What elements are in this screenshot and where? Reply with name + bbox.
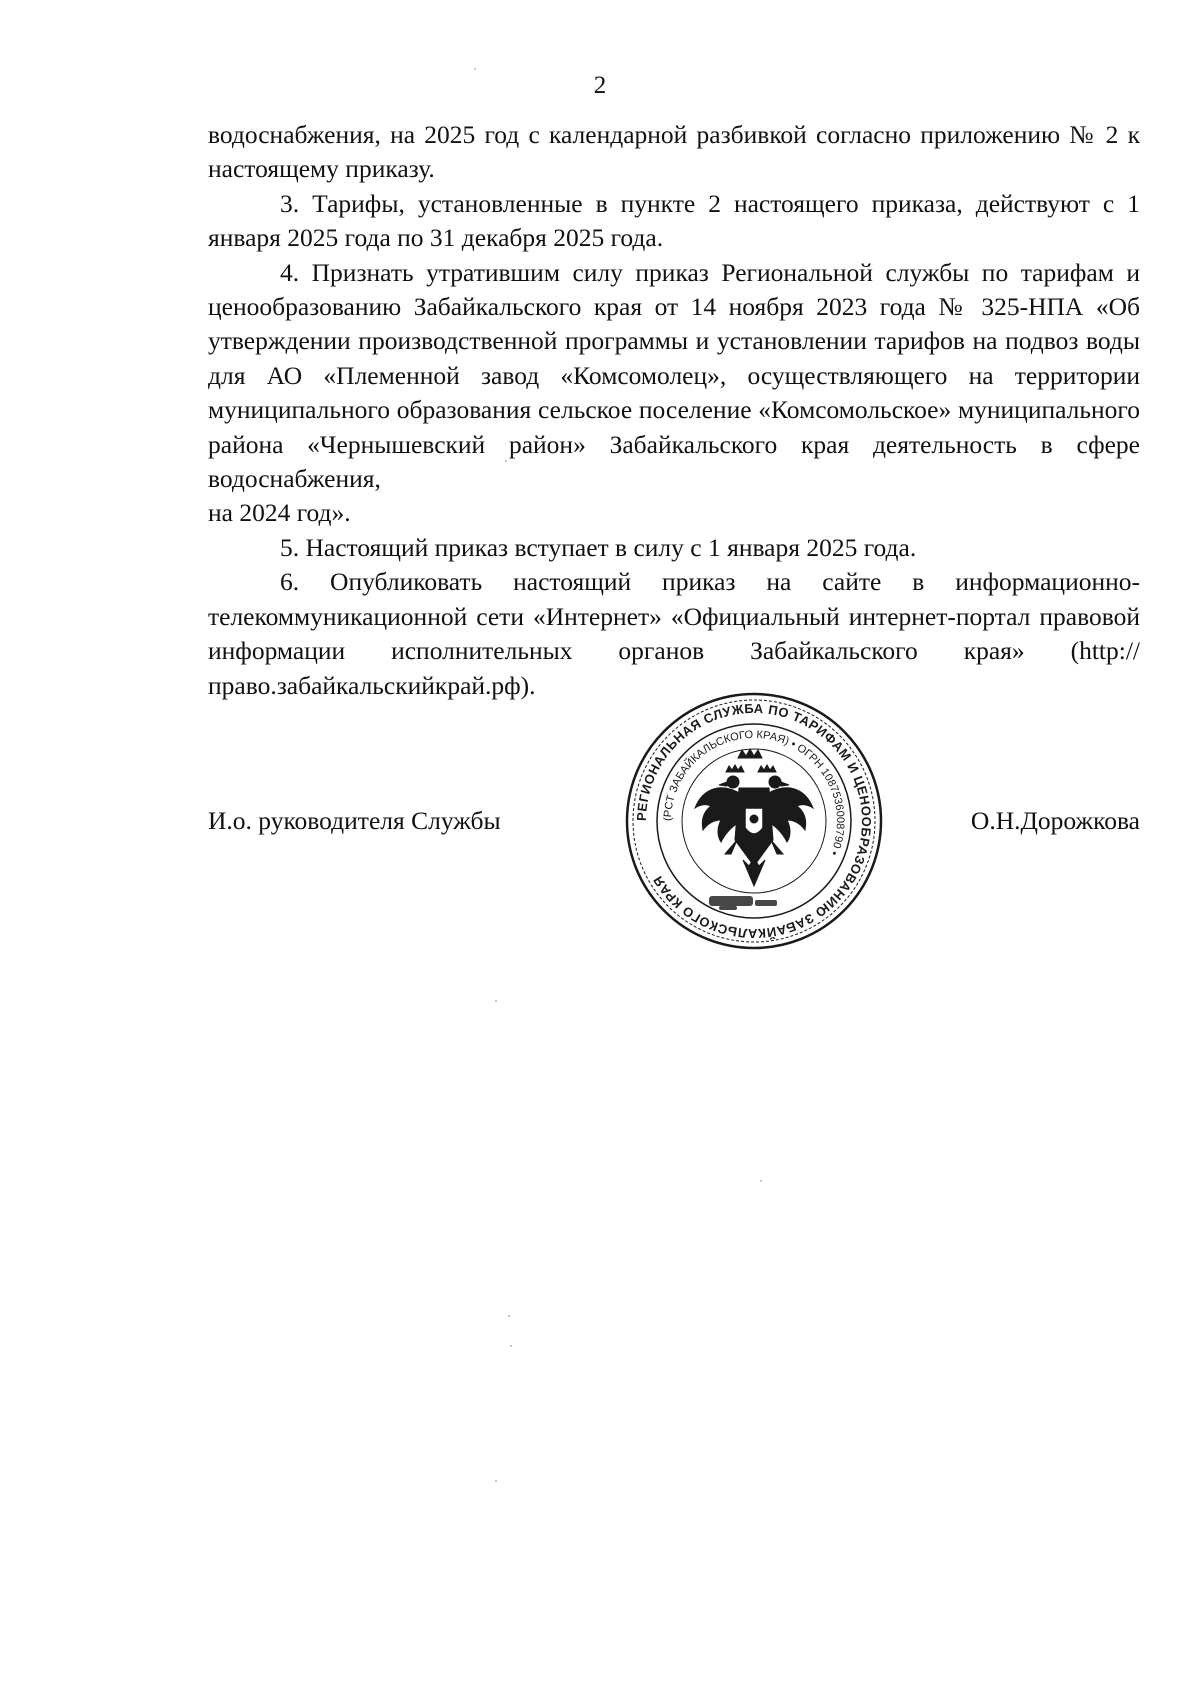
signatory-name: О.Н.Дорожкова — [970, 806, 1140, 835]
signatory-title: И.о. руководителя Службы — [208, 806, 501, 835]
seal-outer-text: РЕГИОНАЛЬНАЯ СЛУЖБА ПО ТАРИФАМ И ЦЕНООБРАЗОВАНИЮ ЗАБАЙКАЛЬСКОГО КРАЯ — [633, 700, 875, 942]
scan-speck — [505, 460, 507, 462]
scan-speck — [760, 1180, 762, 1182]
scan-speck — [508, 1315, 510, 1317]
page-number: 2 — [593, 72, 607, 99]
scan-speck — [495, 1480, 497, 1482]
double-headed-eagle-icon — [695, 749, 813, 886]
seal-inner-text: (РСТ ЗАБАЙКАЛЬСКОГО КРАЯ) • ОГРН 1087536008790 • — [661, 728, 847, 858]
paragraph-item-4-tail: на 2024 год». — [208, 498, 351, 528]
paragraph-item-6: 6. Опубликовать настоящий приказ на сайте в информационно-телекоммуникационной сети «Интернет» «Официальный интернет-портал правовой информации исполнительных органов Забайкальского края» (http://право.забайкальскийкрай.рф). — [208, 567, 1140, 700]
scan-speck — [495, 1000, 497, 1002]
paragraph-item-5: 5. Настоящий приказ вступает в силу с 1 января 2025 года. — [280, 532, 917, 562]
paragraph-item-4: 4. Признать утратившим силу приказ Региональной службы по тарифам и ценообразованию Забайкальского края от 14 ноября 2023 года № 325-НПА «Об утверждении производственной программы и установлении тарифов на подвоз воды для АО «Племенной завод «Комсомолец», осуществляющего на территории муниципального образования сельское поселение «Комсомольское» муниципального района «Чернышевский район» Забайкальского края деятельность в сфере водоснабжения, — [208, 257, 1140, 494]
scan-speck — [510, 1345, 512, 1347]
scan-speck — [474, 68, 476, 70]
document-body — [208, 118, 1140, 703]
official-seal-stamp — [623, 690, 885, 952]
paragraph-item-3: 3. Тарифы, установленные в пункте 2 настоящего приказа, действуют с 1 января 2025 года по 31 декабря 2025 года. — [208, 188, 1140, 253]
paragraph-continuation: водоснабжения, на 2025 год с календарной разбивкой согласно приложению № 2 к настоящему приказу. — [208, 120, 1140, 184]
